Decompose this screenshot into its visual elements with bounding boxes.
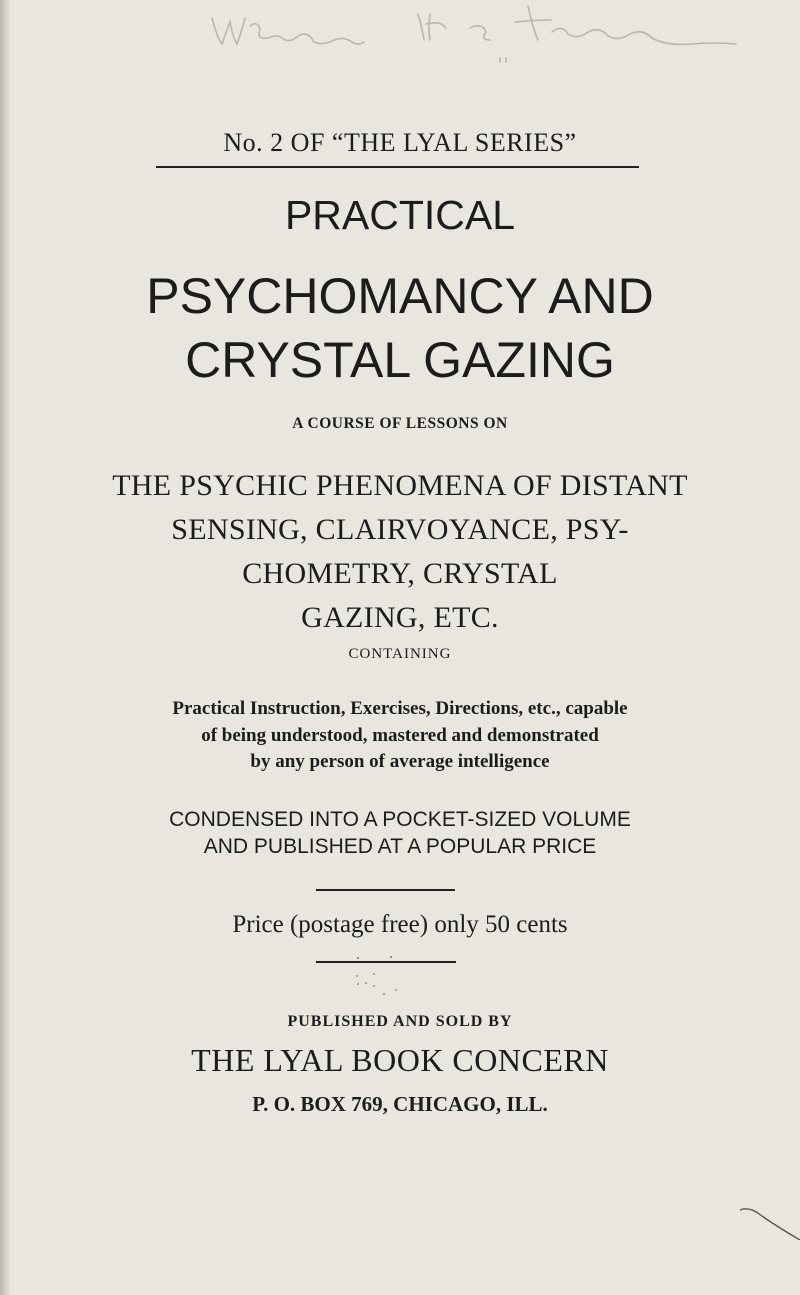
divider-rule <box>316 889 455 891</box>
description-line: Practical Instruction, Exercises, Directions, etc., capable <box>172 698 628 719</box>
main-title-line: CRYSTAL GAZING <box>185 332 615 388</box>
publisher-address: P. O. BOX 769, CHICAGO, ILL. <box>252 1092 548 1116</box>
condensed-line: CONDENSED INTO A POCKET-SIZED VOLUME <box>169 808 631 831</box>
title-practical: PRACTICAL <box>284 192 516 238</box>
subject-line: THE PSYCHIC PHENOMENA OF DISTANT <box>112 469 688 502</box>
description <box>0 696 800 776</box>
main-title <box>0 264 800 392</box>
published-by-label: PUBLISHED AND SOLD BY <box>287 1013 513 1030</box>
subject-line: GAZING, ETC. <box>301 601 499 634</box>
publisher-name: THE LYAL BOOK CONCERN <box>191 1042 609 1078</box>
series-underline <box>156 166 639 168</box>
series-label: No. 2 OF “THE LYAL SERIES” <box>223 128 577 157</box>
handwritten-signature <box>0 0 800 80</box>
course-subject <box>0 464 800 640</box>
description-line: by any person of average intelligence <box>250 751 550 772</box>
containing-label: CONTAINING <box>348 646 452 662</box>
condensed-note <box>0 806 800 860</box>
corner-fold-mark <box>740 1200 800 1240</box>
main-title-line: PSYCHOMANCY AND <box>146 268 654 324</box>
subject-line: CHOMETRY, CRYSTAL <box>242 557 558 590</box>
description-line: of being understood, mastered and demonstrated <box>201 724 599 746</box>
subject-line: SENSING, CLAIRVOYANCE, PSY- <box>171 513 629 546</box>
price-line: Price (postage free) only 50 cents <box>232 911 568 938</box>
condensed-line: AND PUBLISHED AT A POPULAR PRICE <box>203 835 597 858</box>
ornament-divider-icon <box>316 952 456 1002</box>
course-intro: A COURSE OF LESSONS ON <box>292 415 508 432</box>
